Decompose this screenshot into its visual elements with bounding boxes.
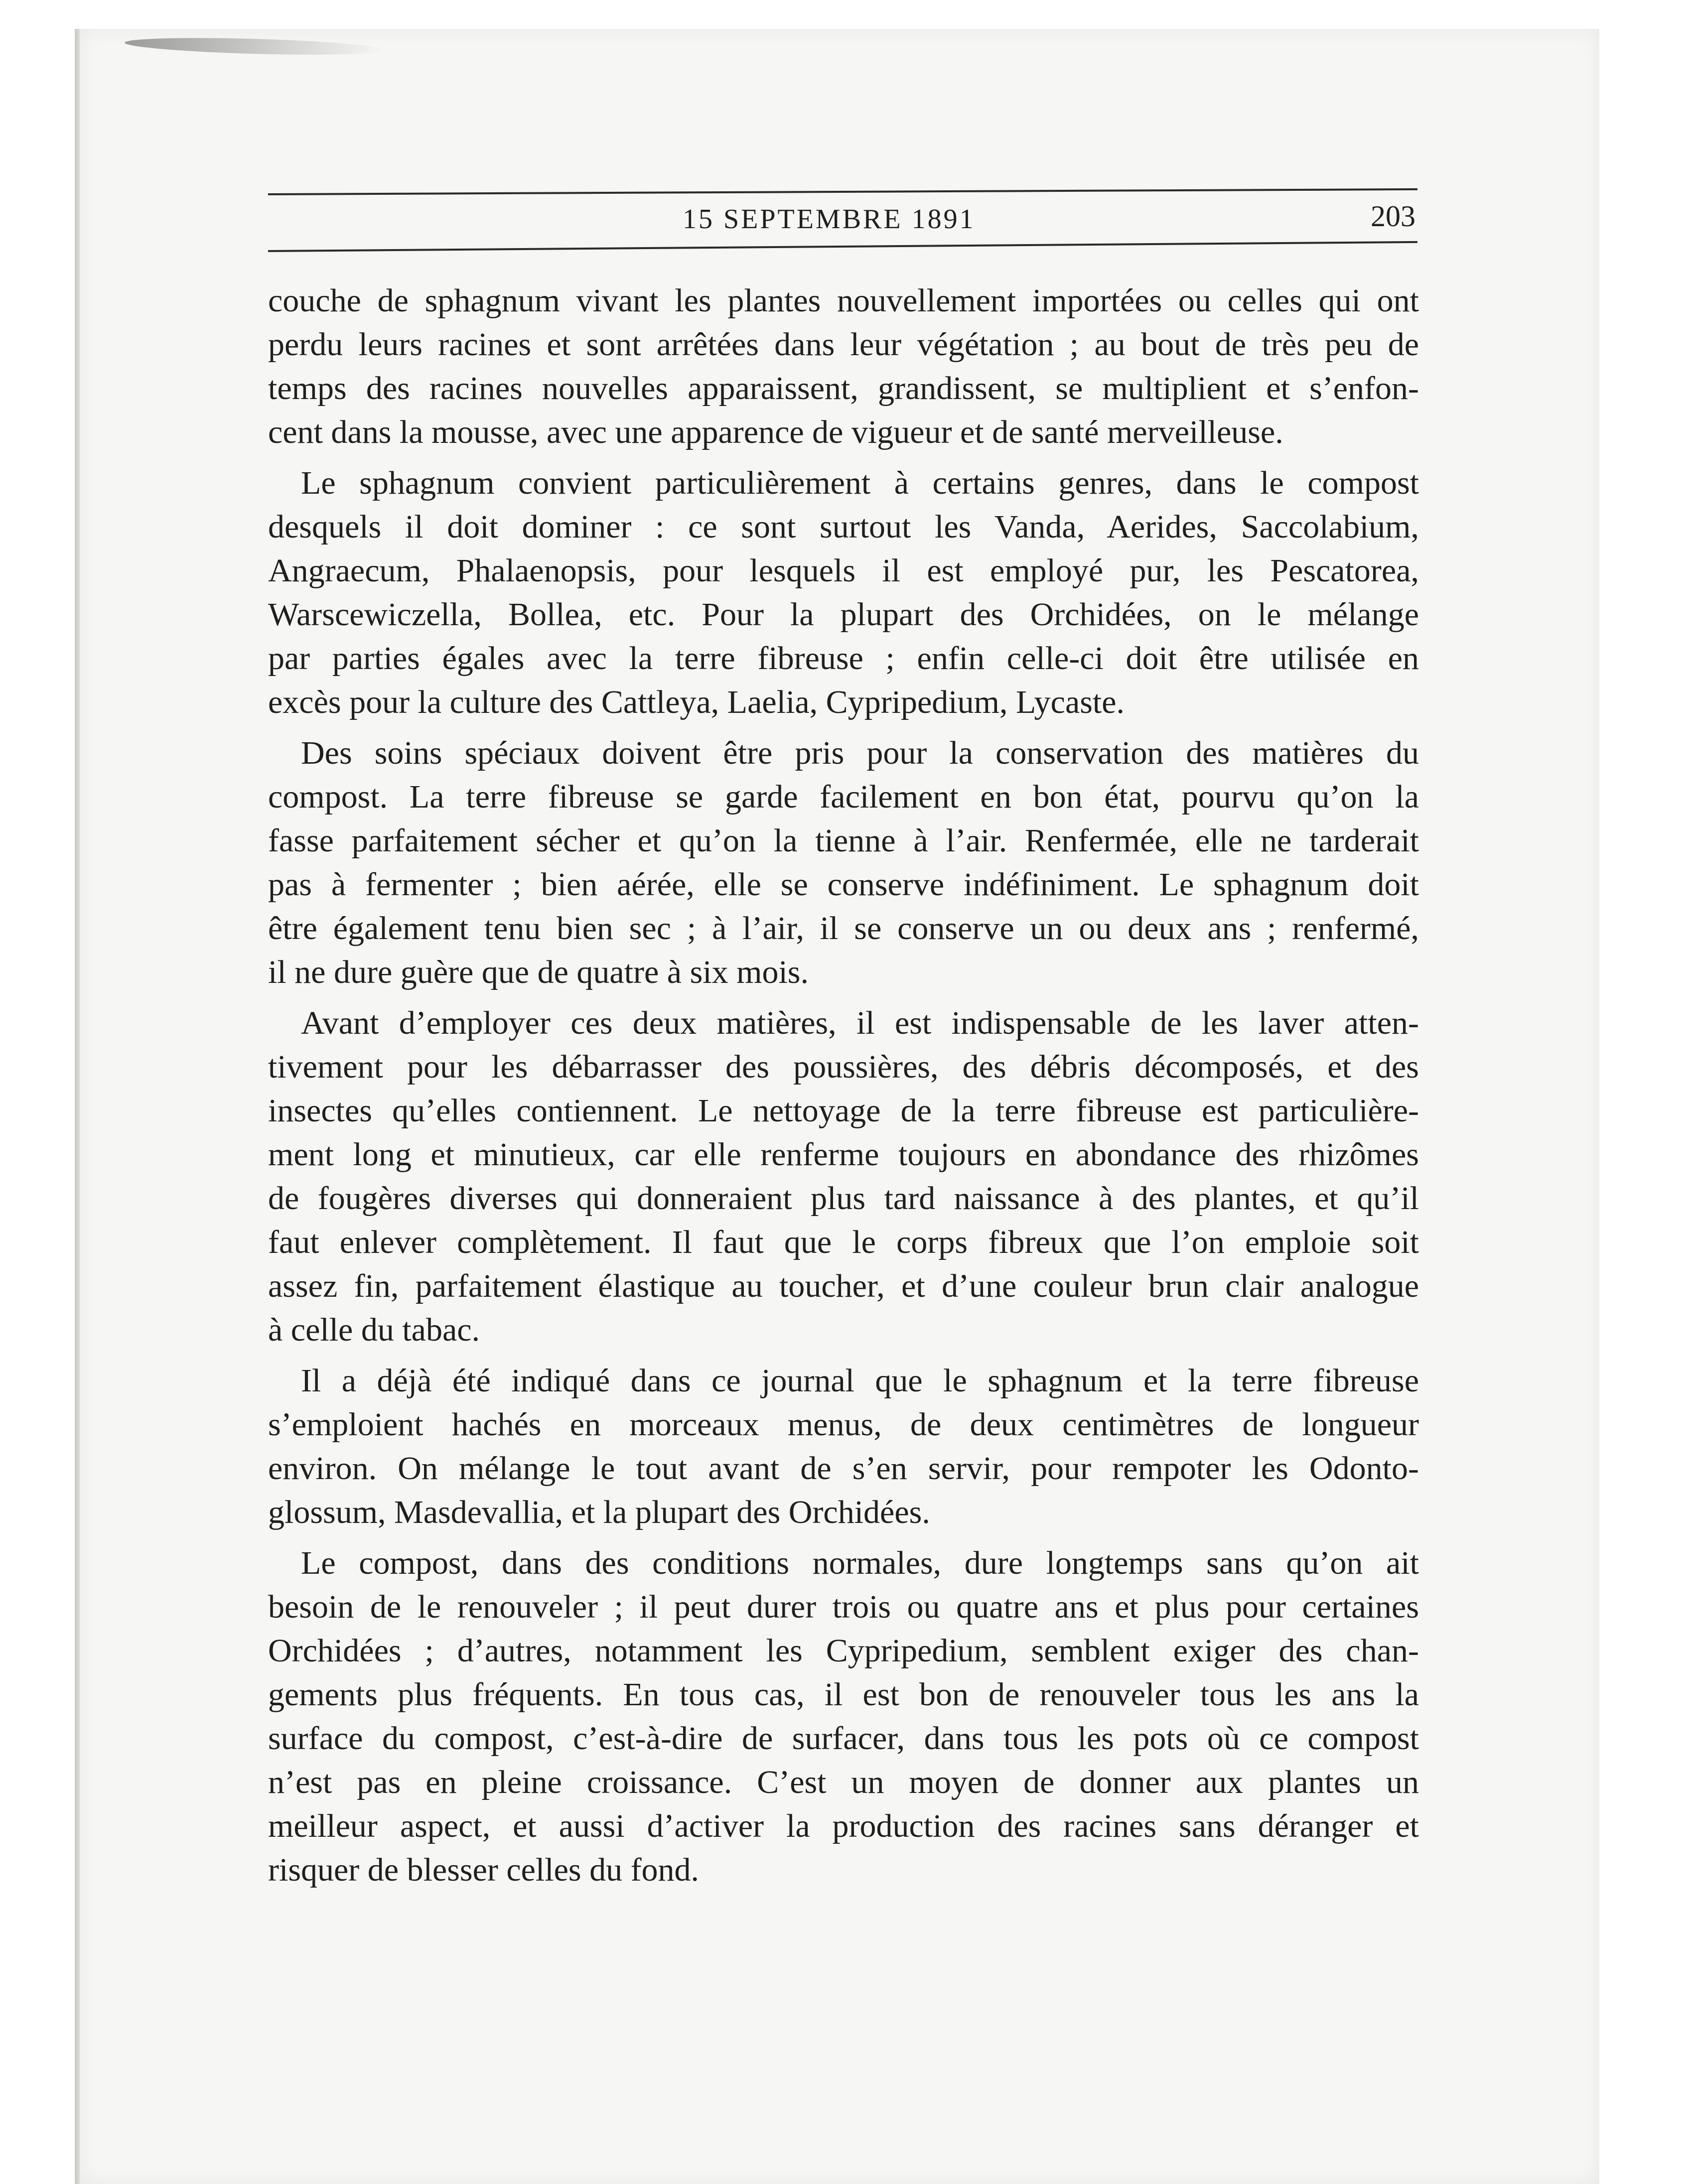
text-line: il ne dure guère que de quatre à six mois. xyxy=(268,954,809,990)
paragraph xyxy=(268,1359,1419,1534)
text-line: besoin de le renouveler ; il peut durer trois ou quatre ans et plus pour certaines xyxy=(268,1589,1419,1625)
running-head: 15 SEPTEMBRE 1891 xyxy=(683,204,976,235)
text-line: de fougères diverses qui donneraient plus tard naissance à des plantes, et qu’il xyxy=(268,1180,1419,1217)
text-line: à celle du tabac. xyxy=(268,1312,480,1348)
text-line: excès pour la culture des Cattleya, Laelia, Cypripedium, Lycaste. xyxy=(268,684,1125,720)
text-line: Le compost, dans des conditions normales, dure longtemps sans qu’on ait xyxy=(301,1545,1419,1581)
text-line: Il a déjà été indiqué dans ce journal que le sphagnum et la terre fibreuse xyxy=(301,1363,1419,1399)
text-line: gements plus fréquents. En tous cas, il est bon de renouveler tous les ans la xyxy=(268,1676,1419,1713)
text-line: glossum, Masdevallia, et la plupart des Orchidées. xyxy=(268,1494,930,1530)
text-line: temps des racines nouvelles apparaissent, grandissent, se multiplient et s’enfon- xyxy=(268,370,1419,407)
text-line: ment long et minutieux, car elle renferme toujours en abondance des rhizômes xyxy=(268,1136,1419,1173)
text-line: tivement pour les débarrasser des poussières, des débris décomposés, et des xyxy=(268,1049,1419,1085)
paragraph xyxy=(268,731,1419,994)
page-number: 203 xyxy=(1371,200,1415,233)
text-line: cent dans la mousse, avec une apparence de vigueur et de santé merveilleuse. xyxy=(268,414,1283,450)
text-line: perdu leurs racines et sont arrêtées dans leur végétation ; au bout de très peu de xyxy=(268,326,1419,363)
text-line: Angraecum, Phalaenopsis, pour lesquels il est employé pur, les Pescatorea, xyxy=(268,552,1419,589)
text-line: fasse parfaitement sécher et qu’on la tienne à l’air. Renfermée, elle ne tarderait xyxy=(268,822,1419,859)
text-line: faut enlever complètement. Il faut que le corps fibreux que l’on emploie soit xyxy=(268,1224,1419,1260)
text-line: être également tenu bien sec ; à l’air, il se conserve un ou deux ans ; renfermé, xyxy=(268,910,1419,947)
text-line: risquer de blesser celles du fond. xyxy=(268,1852,700,1888)
paragraph xyxy=(268,279,1419,454)
text-line: Avant d’employer ces deux matières, il est indispensable de les laver atten- xyxy=(301,1005,1419,1041)
text-line: Des soins spéciaux doivent être pris pour la conservation des matières du xyxy=(301,735,1419,771)
text-line: assez fin, parfaitement élastique au toucher, et d’une couleur brun clair analogue xyxy=(268,1268,1419,1304)
text-line: Orchidées ; d’autres, notamment les Cypripedium, semblent exiger des chan- xyxy=(268,1633,1419,1669)
text-line: par parties égales avec la terre fibreuse ; enfin celle-ci doit être utilisée en xyxy=(268,640,1419,677)
paragraph xyxy=(268,1541,1419,1892)
paragraph xyxy=(268,1001,1419,1352)
page-header xyxy=(268,193,1417,253)
text-line: environ. On mélange le tout avant de s’en servir, pour rempoter les Odonto- xyxy=(268,1450,1419,1487)
text-line: meilleur aspect, et aussi d’activer la production des racines sans déranger et xyxy=(268,1808,1419,1844)
text-line: compost. La terre fibreuse se garde facilement en bon état, pourvu qu’on la xyxy=(268,779,1419,815)
text-line: surface du compost, c’est-à-dire de surfacer, dans tous les pots où ce compost xyxy=(268,1720,1419,1757)
paragraph xyxy=(268,461,1419,724)
text-line: Le sphagnum convient particulièrement à certains genres, dans le compost xyxy=(301,465,1419,501)
text-line: pas à fermenter ; bien aérée, elle se conserve indéfiniment. Le sphagnum doit xyxy=(268,866,1419,903)
text-line: s’emploient hachés en morceaux menus, de deux centimètres de longueur xyxy=(268,1406,1419,1443)
text-line: insectes qu’elles contiennent. Le nettoyage de la terre fibreuse est particulière- xyxy=(268,1092,1419,1129)
text-line: couche de sphagnum vivant les plantes nouvellement importées ou celles qui ont xyxy=(268,282,1419,319)
text-line: desquels il doit dominer : ce sont surtout les Vanda, Aerides, Saccolabium, xyxy=(268,509,1419,545)
text-line: n’est pas en pleine croissance. C’est un moyen de donner aux plantes un xyxy=(268,1764,1419,1800)
header-rule-bottom xyxy=(268,241,1417,252)
body-text xyxy=(268,279,1419,1899)
text-line: Warscewiczella, Bollea, etc. Pour la plupart des Orchidées, on le mélange xyxy=(268,596,1419,633)
